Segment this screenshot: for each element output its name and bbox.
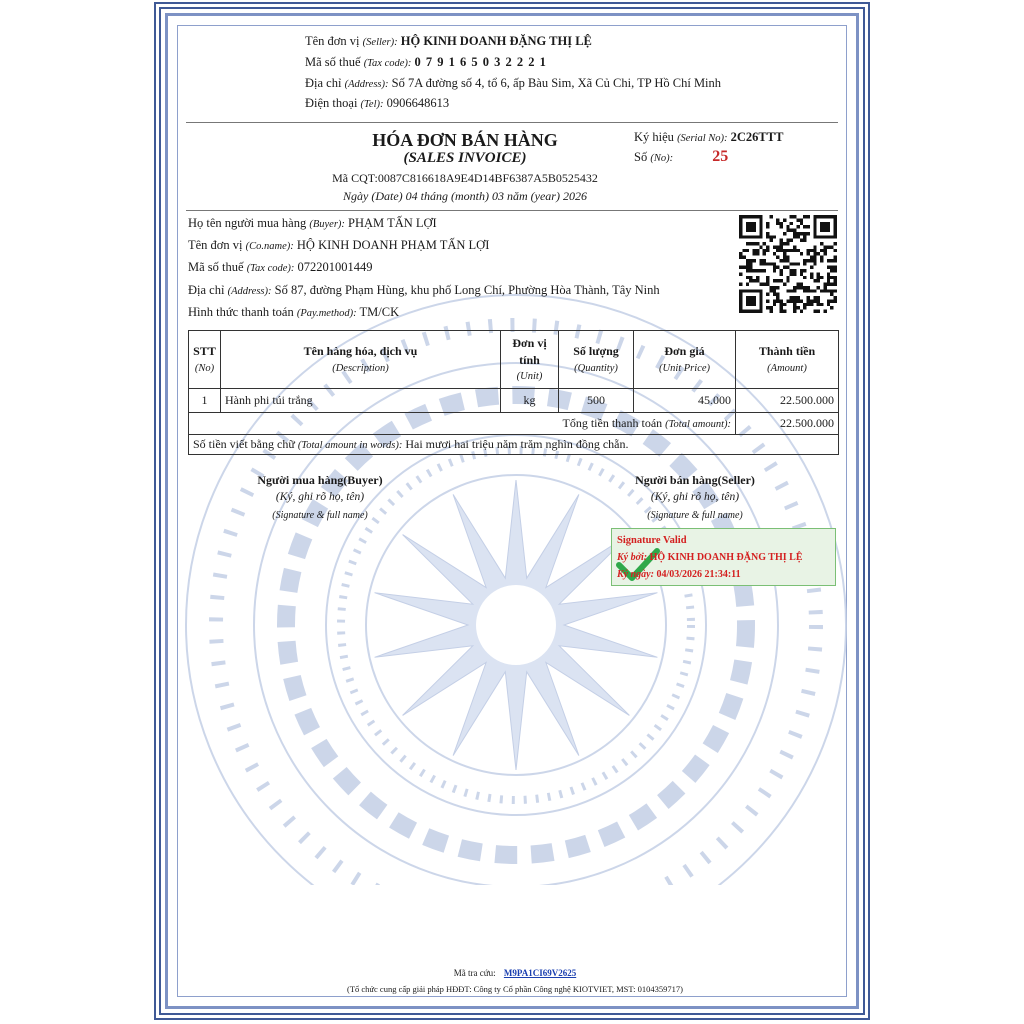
total-amount: 22.500.000 <box>736 413 839 435</box>
seller-phone: 0906648613 <box>386 96 450 110</box>
col-header: Số lượng (Quantity) <box>559 331 634 389</box>
seller-address-label: Địa chỉ <box>305 76 342 90</box>
words-row <box>189 435 839 455</box>
buyer-sign-hint: (Ký, ghi rõ họ, tên) <box>275 491 365 503</box>
invoice-title: HÓA ĐƠN BÁN HÀNG <box>372 130 558 150</box>
items-table <box>188 330 839 455</box>
cqt-code: Mã CQT:0087C816618A9E4D14BF6387A5B0525432 <box>332 171 598 185</box>
cell-no: 1 <box>189 389 221 413</box>
seller-tax-code: 0 7 9 1 6 5 0 3 2 2 2 1 <box>414 55 547 69</box>
seller-sign-hint: (Ký, ghi rõ họ, tên) <box>650 491 740 503</box>
serial-label: Ký hiệu <box>634 130 674 144</box>
seller-signature-title: Người bán hàng(Seller) <box>635 473 755 487</box>
buyer-label: Họ tên người mua hàng <box>188 216 307 230</box>
buyer-address-label: Địa chỉ <box>188 283 225 297</box>
lookup-code-link[interactable]: M9PA1CI69V2625 <box>503 968 577 978</box>
buyer-sign-hint-en: (Signature & full name) <box>272 510 368 521</box>
table-header-row <box>189 331 839 389</box>
amount-in-words: Số tiền viết bằng chữ (Total amount in words): Hai mươi hai triệu năm trăm nghìn đồng chẵn. <box>189 435 839 455</box>
provider-note: (Tổ chức cung cấp giải pháp HĐĐT: Công ty Cổ phần Công nghệ KIOTVIET, MST: 0104359717) <box>347 984 683 994</box>
cell-unit-price: 45.000 <box>634 389 736 413</box>
buyer-name: PHẠM TẤN LỢI <box>348 216 437 230</box>
cell-description: Hành phi túi trắng <box>221 389 501 413</box>
col-header: Đơn giá (Unit Price) <box>634 331 736 389</box>
buyer-signature-title: Người mua hàng(Buyer) <box>257 473 383 487</box>
invoice-date: Ngày (Date) 04 tháng (month) 03 năm (year) 2026 <box>343 189 587 203</box>
pay-method: TM/CK <box>359 305 400 319</box>
buyer-tax-label: Mã số thuế <box>188 260 244 274</box>
total-row <box>189 413 839 435</box>
serial-number: 2C26TTT <box>730 130 784 144</box>
seller-tax-label: Mã số thuế <box>305 55 361 69</box>
total-label: Tổng tiền thanh toán (Total amount): <box>189 413 736 435</box>
seller-address: Số 7A đường số 4, tổ 6, ấp Bàu Sim, Xã Củ Chi, TP Hồ Chí Minh <box>391 76 722 90</box>
col-header: STT (No) <box>189 331 221 389</box>
pay-method-label: Hình thức thanh toán <box>188 305 294 319</box>
digital-signature-box[interactable] <box>611 528 836 586</box>
seller-phone-label: Điện thoại <box>305 96 358 110</box>
cell-amount: 22.500.000 <box>736 389 839 413</box>
buyer-co-name: HỘ KINH DOANH PHẠM TẤN LỢI <box>296 238 490 252</box>
buyer-co-label: Tên đơn vị <box>188 238 243 252</box>
invoice-title-en: (SALES INVOICE) <box>403 150 527 166</box>
col-header: Đơn vị tính (Unit) <box>501 331 559 389</box>
signed-date: Ký ngày: 04/03/2026 21:34:11 <box>617 569 741 580</box>
signature-valid-title: Signature Valid <box>617 535 687 546</box>
buyer-address: Số 87, đường Phạm Hùng, khu phố Long Chí, Phường Hòa Thành, Tây Ninh <box>274 283 660 297</box>
signed-by: Ký bởi: HỘ KINH DOANH ĐẶNG THỊ LỆ <box>617 552 803 563</box>
lookup-line: Mã tra cứu: M9PA1CI69V2625 <box>453 968 577 978</box>
seller-sign-hint-en: (Signature & full name) <box>647 510 743 521</box>
invoice-number: 25 <box>712 148 729 165</box>
buyer-tax-code: 072201001449 <box>297 260 373 274</box>
qr-code-icon <box>739 215 837 313</box>
cell-quantity: 500 <box>559 389 634 413</box>
cell-unit: kg <box>501 389 559 413</box>
seller-name-label: Tên đơn vị <box>305 34 360 48</box>
col-header: Thành tiền (Amount) <box>736 331 839 389</box>
invoice-no-label: Số <box>634 150 648 164</box>
col-header: Tên hàng hóa, dịch vụ (Description) <box>221 331 501 389</box>
table-row <box>189 389 839 413</box>
seller-name: HỘ KINH DOANH ĐẶNG THỊ LỆ <box>400 34 592 48</box>
